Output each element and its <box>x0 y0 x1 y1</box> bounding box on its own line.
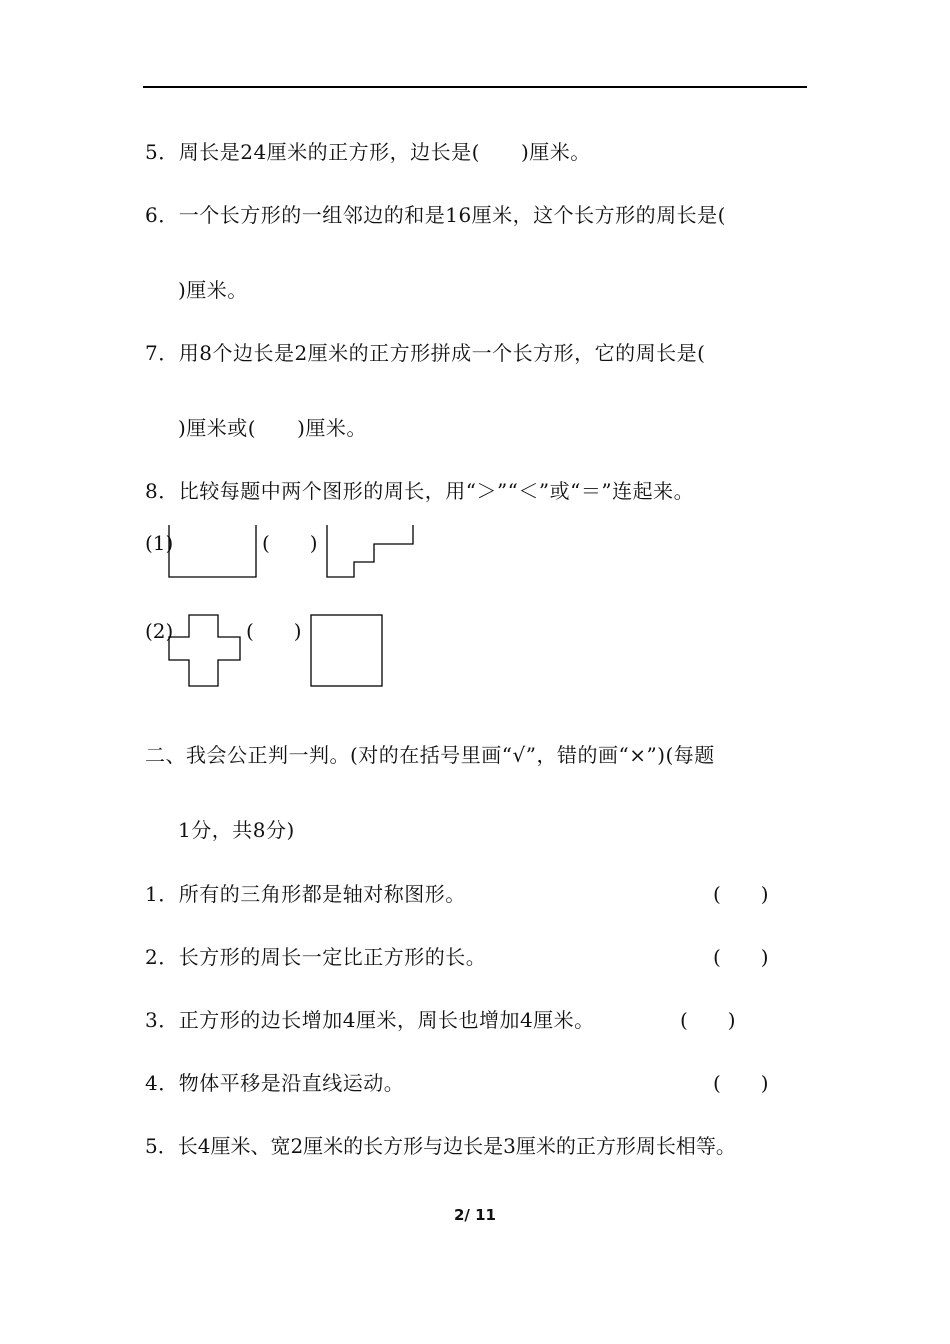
judge-item-5: 5．长4厘米、宽2厘米的长方形与边长是3厘米的正方形周长相等。 <box>145 1134 736 1158</box>
question-8: 8．比较每题中两个图形的周长，用“＞”“＜”或“＝”连起来。 <box>145 479 695 503</box>
header-rule <box>143 86 807 88</box>
q8-rectangle-figure <box>168 525 260 580</box>
q8-part1-label: (1) <box>145 531 174 555</box>
q8-staircase-figure <box>326 525 416 580</box>
judge-item-2: 2．长方形的周长一定比正方形的长。 <box>145 945 487 969</box>
q8-square-figure <box>310 614 386 689</box>
section2-heading-line2: 1分，共8分) <box>178 818 295 842</box>
q8-cross-figure <box>168 614 244 689</box>
q8-part1-paren: ( ) <box>262 531 318 555</box>
section2-heading-line1: 二、我会公正判一判。(对的在括号里画“√”，错的画“×”)(每题 <box>145 743 715 767</box>
judge-item-1: 1．所有的三角形都是轴对称图形。 <box>145 882 466 906</box>
judge-item-3-paren: ( ) <box>680 1008 736 1032</box>
q8-part2-paren: ( ) <box>246 619 302 643</box>
question-6-line2: )厘米。 <box>178 278 248 302</box>
question-5: 5．周长是24厘米的正方形，边长是( )厘米。 <box>145 140 591 164</box>
question-7-line1: 7．用8个边长是2厘米的正方形拼成一个长方形，它的周长是( <box>145 341 706 365</box>
q8-part2-label: (2) <box>145 619 174 643</box>
judge-item-3: 3．正方形的边长增加4厘米，周长也增加4厘米。 <box>145 1008 595 1032</box>
judge-item-1-paren: ( ) <box>713 882 769 906</box>
page-number: 2/ 11 <box>453 1206 496 1224</box>
judge-item-4-paren: ( ) <box>713 1071 769 1095</box>
question-6-line1: 6．一个长方形的一组邻边的和是16厘米，这个长方形的周长是( <box>145 203 726 227</box>
judge-item-2-paren: ( ) <box>713 945 769 969</box>
question-7-line2: )厘米或( )厘米。 <box>178 416 367 440</box>
judge-item-4: 4．物体平移是沿直线运动。 <box>145 1071 405 1095</box>
